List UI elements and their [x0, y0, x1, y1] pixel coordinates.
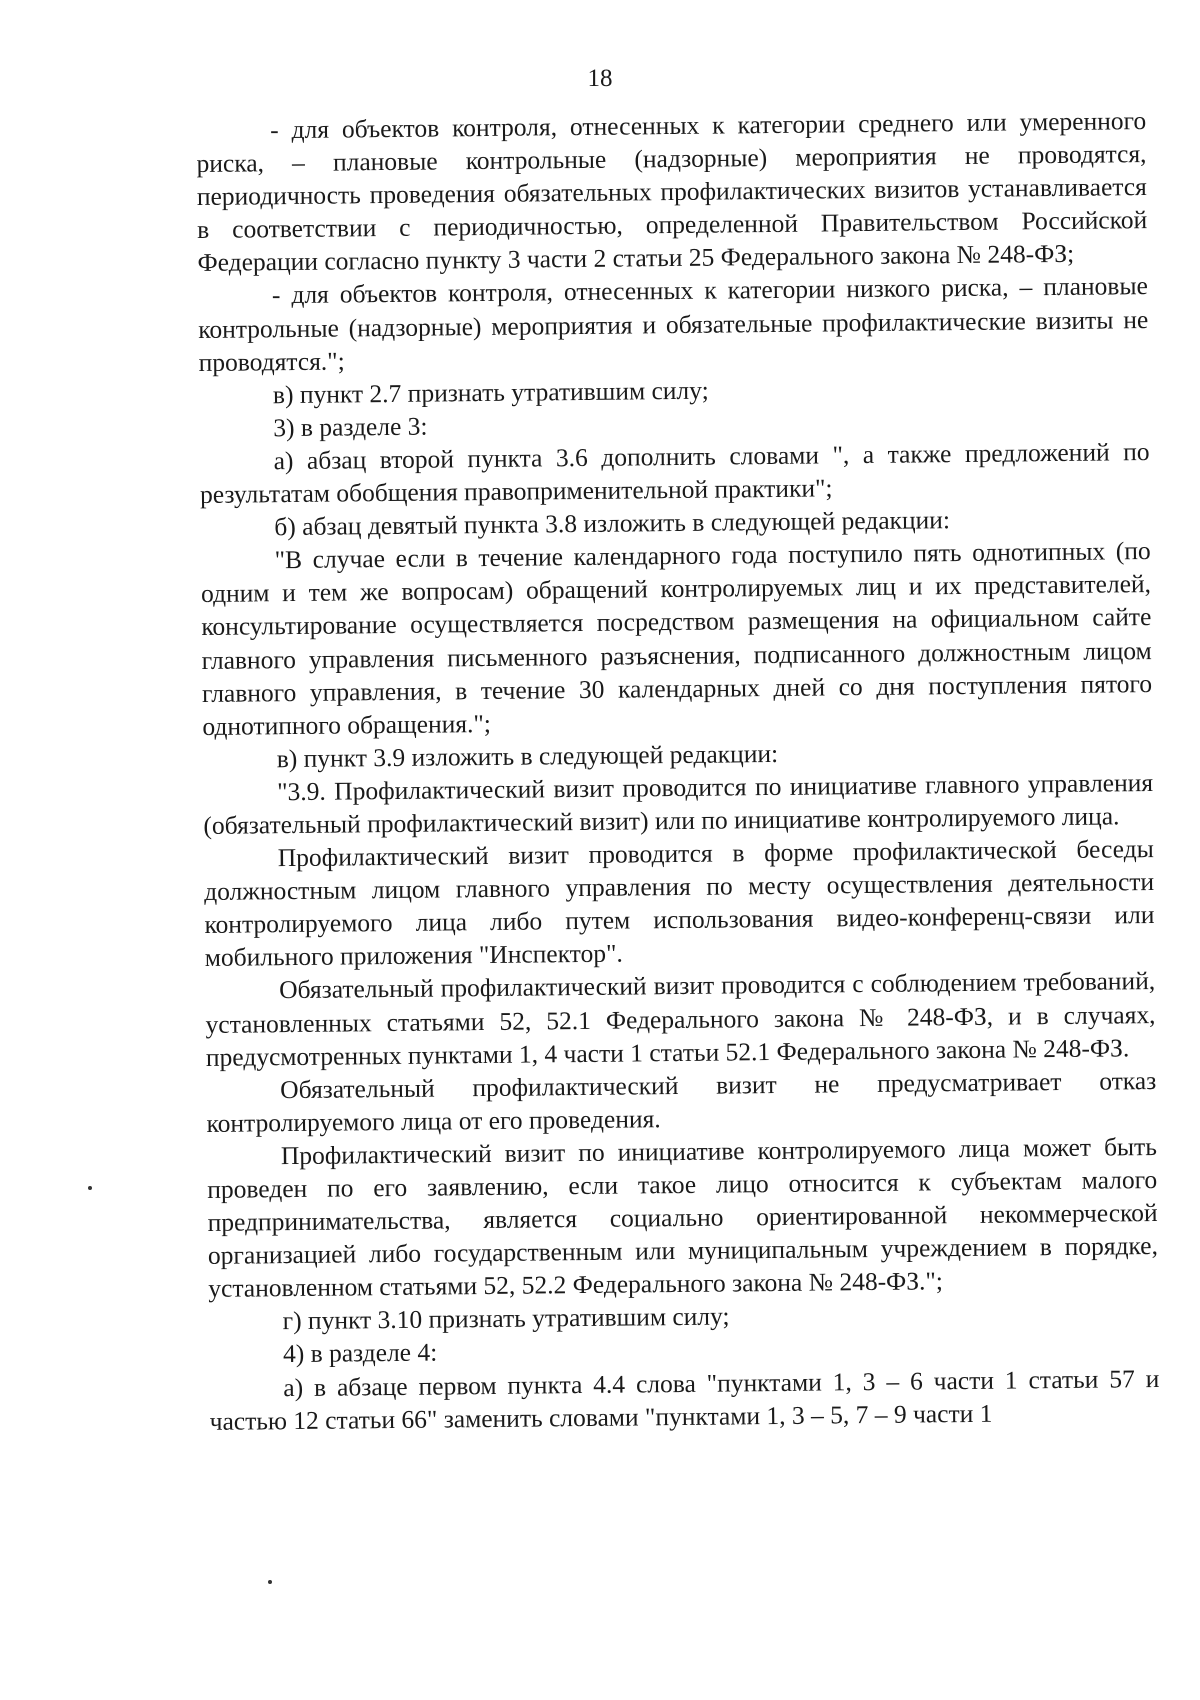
- paragraph-point-2-7: в) пункт 2.7 признать утратившим силу;: [272, 375, 709, 409]
- page-number: 18: [587, 65, 613, 92]
- paragraph-moderate-risk: - для объектов контроля, отнесенных к категории среднего или умеренного риска, – плановые контрольные (надзорные) мероприятия не проводятся, периодичность проведения обязательных профилактических визитов устанавливается в соответствии с периодичностью, определенной Правительством Российской Федерации согласно пункту 3 части 2 статьи 25 Федерального закона № 248-ФЗ;: [196, 106, 1148, 278]
- paragraph-visit-form: Профилактический визит проводится в форме профилактической беседы должностным лицом главного управления по месту осуществления деятельности контролируемого лица либо путем использования видео-конференц-связи или мобильного приложения "Инспектор".: [203, 834, 1155, 973]
- paragraph-point-3-9: в) пункт 3.9 изложить в следующей редакции:: [276, 738, 779, 773]
- paragraph-point-3-10: г) пункт 3.10 признать утратившим силу;: [282, 1301, 730, 1336]
- paragraph-no-refusal: Обязательный профилактический визит не предусматривает отказ контролируемого лица от его проведения.: [206, 1065, 1157, 1138]
- paragraph-visit-initiative: "3.9. Профилактический визит проводится по инициативе главного управления (обязательный профилактический визит) или по инициативе контролируемого лица.: [203, 767, 1154, 840]
- scan-speck-left: [88, 1186, 92, 1190]
- scan-speck-bottom: [268, 1580, 272, 1584]
- paragraph-low-risk: - для объектов контроля, отнесенных к категории низкого риска, – плановые контрольные (надзорные) мероприятия и обязательные профилактические визиты не проводятся.";: [198, 271, 1149, 377]
- paragraph-point-3-6: а) абзац второй пункта 3.6 дополнить словами ", а также предложений по результатам обобщения правоприменительной практики";: [199, 436, 1150, 510]
- document-body: [196, 104, 1160, 1438]
- paragraph-visit-by-request: Профилактический визит по инициативе контролируемого лица может быть проведен по его заявлению, если такое лицо относится к субъектам малого предпринимательства, является социально ориентированной некоммерческой организацией либо государственным или муниципальным учреждением в порядке, установленном статьями 52, 52.2 Федерального закона № 248-ФЗ.";: [207, 1131, 1159, 1304]
- paragraph-point-4-4: а) в абзаце первом пункта 4.4 слова "пунктами 1, 3 – 6 части 1 статьи 57 и частью 12 статьи 66" заменить словами "пунктами 1, 3 – 5, 7 – 9 части 1: [209, 1363, 1160, 1436]
- paragraph-section-4: 4) в разделе 4:: [282, 1338, 438, 1369]
- paragraph-mandatory-visit: Обязательный профилактический визит проводится с соблюдением требований, установленных статьями 52, 52.1 Федерального закона № 248-ФЗ, и в случаях, предусмотренных пунктами 1, 4 части 1 статьи 52.1 Федерального закона № 248-ФЗ.: [205, 966, 1156, 1072]
- paragraph-consultation-quote: "В случае если в течение календарного года поступило пять однотипных (по одним и тем же вопросам) обращений контролируемых лиц и их представителей, консультирование осуществляется посредством размещения на официальном сайте главного управления письменного разъяснения, подписанного должностным лицом главного управления, в течение 30 календарных дней со дня поступления пятого однотипного обращения.";: [200, 536, 1153, 741]
- paragraph-point-3-8: б) абзац девятый пункта 3.8 изложить в следующей редакции:: [274, 505, 951, 542]
- paragraph-section-3: 3) в разделе 3:: [273, 411, 428, 443]
